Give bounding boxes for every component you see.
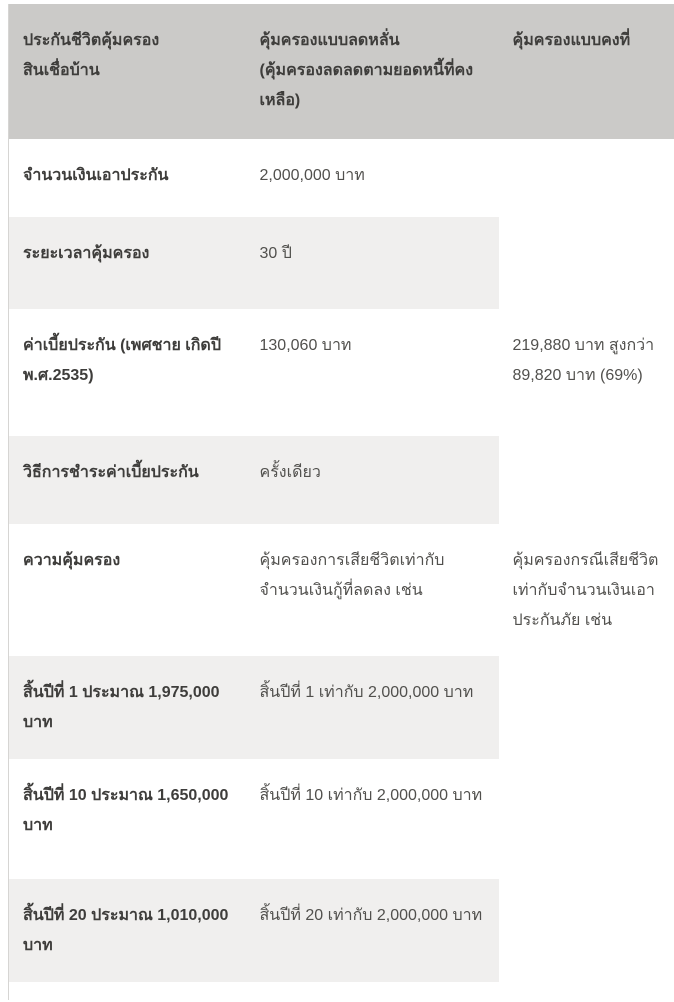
row-year20-label: สิ้นปีที่ 20 ประมาณ 1,010,000 บาท [9,879,246,982]
row-premium-decreasing: 130,060 บาท [246,309,499,436]
row-payment-method-label: วิธีการชำระค่าเบี้ยประกัน [9,436,246,524]
table-row [9,139,674,217]
header-decreasing-subtitle: (คุ้มครองลดลดตามยอดหนี้ที่คงเหลือ) [259,62,474,109]
row-coverage-fixed: คุ้มครองกรณีเสียชีวิตเท่ากับจำนวนเงินเอาประกันภัย เช่น [499,524,674,656]
row-year20-fixed [499,879,674,982]
row-payment-method-fixed [499,436,674,524]
row-year1-label: สิ้นปีที่ 1 ประมาณ 1,975,000 บาท [9,656,246,759]
row-year1-fixed [499,656,674,759]
table-row [9,879,674,982]
header-decreasing-title: คุ้มครองแบบลดหลั่น [259,32,400,49]
header-product-line1: ประกันชีวิตคุ้มครอง [23,32,160,49]
row-coverage-period-decreasing: 30 ปี [246,217,499,309]
table-row [9,217,674,309]
table-cutoff-spacer [9,982,674,1000]
header-cell-fixed [499,4,674,139]
header-fixed-title: คุ้มครองแบบคงที่ [512,32,631,49]
table-row-cutoff [9,982,674,1000]
row-payment-method-decreasing: ครั้งเดียว [246,436,499,524]
row-year20-decreasing: สิ้นปีที่ 20 เท่ากับ 2,000,000 บาท [246,879,499,982]
table-header-row [9,4,674,139]
row-premium-label: ค่าเบี้ยประกัน (เพศชาย เกิดปี พ.ศ.2535) [9,309,246,436]
table-row [9,656,674,759]
insurance-comparison-table [8,4,674,1000]
row-year1-decreasing: สิ้นปีที่ 1 เท่ากับ 2,000,000 บาท [246,656,499,759]
row-coverage-period-fixed [499,217,674,309]
row-sum-insured-label: จำนวนเงินเอาประกัน [9,139,246,217]
row-premium-fixed: 219,880 บาท สูงกว่า 89,820 บาท (69%) [499,309,674,436]
header-cell-product [9,4,246,139]
header-product-line2: สินเชื่อบ้าน [23,62,100,79]
row-coverage-label: ความคุ้มครอง [9,524,246,656]
row-year10-label: สิ้นปีที่ 10 ประมาณ 1,650,000 บาท [9,759,246,879]
table-row [9,759,674,879]
row-coverage-period-label: ระยะเวลาคุ้มครอง [9,217,246,309]
row-sum-insured-decreasing: 2,000,000 บาท [246,139,499,217]
row-coverage-decreasing: คุ้มครองการเสียชีวิตเท่ากับจำนวนเงินกู้ที่ลดลง เช่น [246,524,499,656]
table-row [9,524,674,656]
table-row [9,309,674,436]
table-row [9,436,674,524]
row-sum-insured-fixed [499,139,674,217]
row-year10-decreasing: สิ้นปีที่ 10 เท่ากับ 2,000,000 บาท [246,759,499,879]
row-year10-fixed [499,759,674,879]
header-cell-decreasing [246,4,499,139]
